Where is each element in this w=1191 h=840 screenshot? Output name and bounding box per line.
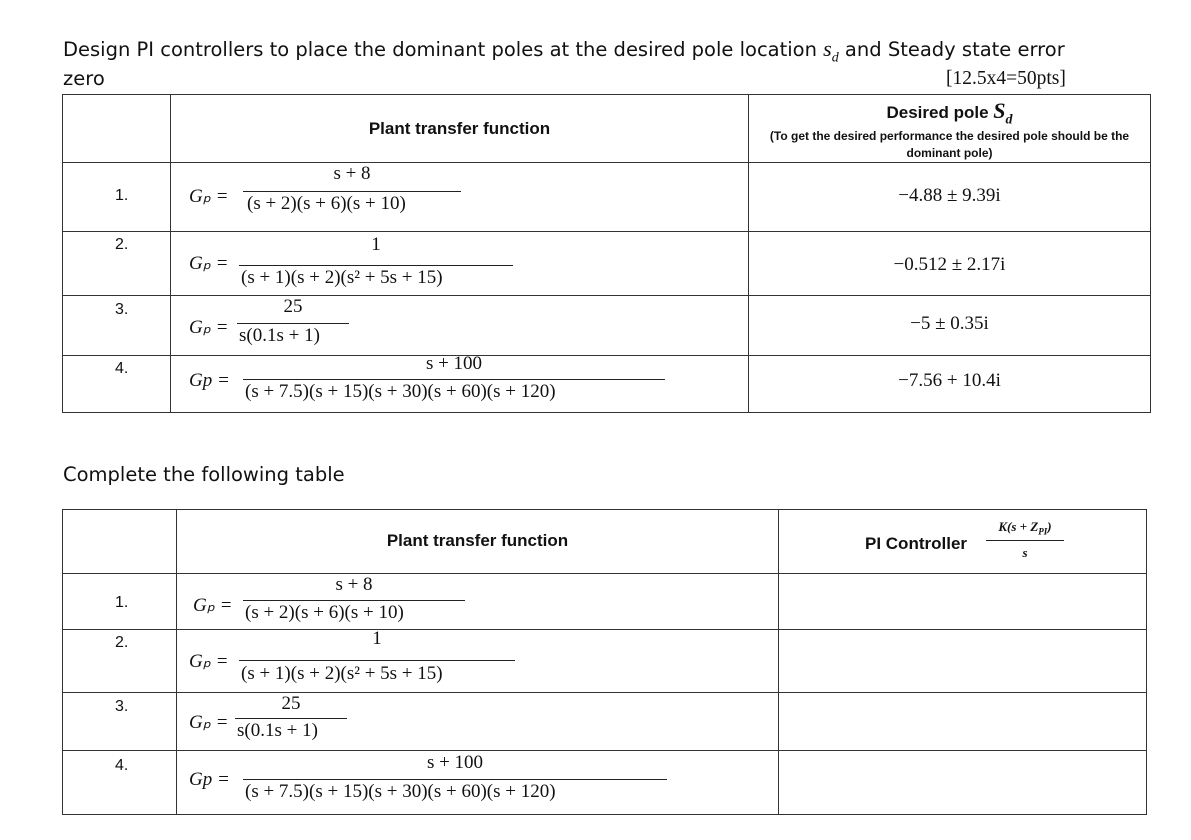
header-number-cell (63, 95, 171, 163)
numerator: 1 (371, 234, 381, 256)
section-heading: Complete the following table (63, 463, 345, 486)
plant-cell (177, 574, 779, 630)
fraction-bar (235, 718, 347, 719)
problem-statement-continuation: zero (63, 67, 105, 90)
desired-pole-value: −7.56 + 10.4i (898, 370, 1001, 392)
table-row (63, 751, 1147, 815)
pole-cell (749, 232, 1151, 296)
table-row (63, 630, 1147, 693)
row-number: 4. (115, 360, 129, 378)
denominator: (s + 7.5)(s + 15)(s + 30)(s + 60)(s + 120) (245, 781, 556, 802)
fraction-bar (237, 323, 349, 324)
row-number: 2. (115, 634, 129, 651)
fraction-bar (243, 191, 461, 192)
gp-label: Gₚ = (189, 712, 229, 733)
controller-answer-cell[interactable] (779, 693, 1147, 751)
desired-poles-table (62, 94, 1151, 413)
plant-cell (171, 296, 749, 356)
table-row (63, 574, 1147, 630)
row-number: 1. (115, 187, 129, 205)
gp-label: Gₚ = (193, 595, 233, 616)
header-plant-cell (177, 510, 779, 574)
numerator: s + 100 (426, 752, 484, 773)
gp-label: Gₚ = (189, 186, 229, 208)
sd-symbol: $s_d$ (823, 36, 839, 66)
plant-cell (171, 163, 749, 232)
plant-cell (177, 693, 779, 751)
plant-cell (177, 751, 779, 815)
table-row (63, 296, 1151, 356)
numerator: s + 8 (333, 163, 371, 185)
fraction-bar (243, 779, 667, 780)
sd-symbol-header: $S_d$ (993, 98, 1013, 128)
fraction-bar (243, 600, 465, 601)
plant-cell (177, 630, 779, 693)
controller-denominator: s (1022, 544, 1028, 560)
gp-label: Gp = (189, 769, 230, 790)
controller-answer-cell[interactable] (779, 574, 1147, 630)
numerator: 25 (281, 693, 301, 714)
pi-controller-table (62, 509, 1147, 815)
numerator: 25 (283, 296, 303, 318)
header-plant-label: Plant transfer function (386, 531, 569, 550)
denominator: (s + 7.5)(s + 15)(s + 30)(s + 60)(s + 120) (245, 381, 556, 403)
header-plant-cell (171, 95, 749, 163)
header-controller-cell (779, 510, 1147, 574)
header-plant-label: Plant transfer function (368, 119, 551, 138)
table-row (63, 163, 1151, 232)
row-number: 4. (115, 757, 129, 774)
header-pole-note: (To get the desired performance the desired pole should be the dominant pole) (769, 129, 1130, 161)
table-row (63, 232, 1151, 296)
denominator: (s + 1)(s + 2)(s² + 5s + 15) (241, 267, 443, 289)
pole-cell (749, 296, 1151, 356)
table-header-row (63, 510, 1147, 574)
header-pole-cell (749, 95, 1151, 163)
problem-statement-tail: and Steady state error (838, 38, 1065, 61)
plant-cell (171, 232, 749, 296)
controller-numerator: $K(s + Z_{PI})$ (998, 519, 1052, 537)
plant-cell (171, 353, 749, 413)
numerator: s + 100 (425, 353, 483, 375)
fraction-bar (239, 265, 513, 266)
denominator: (s + 2)(s + 6)(s + 10) (245, 602, 404, 623)
numerator: 1 (372, 628, 382, 649)
pole-cell (749, 163, 1151, 232)
pole-cell (749, 356, 1151, 413)
fraction-bar (239, 660, 515, 661)
gp-label: Gp = (189, 370, 230, 392)
header-controller-label: PI Controller (865, 534, 968, 553)
desired-pole-value: −5 ± 0.35i (910, 313, 989, 335)
controller-form-fraction (986, 519, 1064, 561)
row-number: 3. (115, 698, 129, 715)
desired-pole-value: −4.88 ± 9.39i (898, 185, 1001, 207)
table-row (63, 356, 1151, 413)
points-label: [12.5x4=50pts] (946, 68, 1066, 89)
table-row (63, 693, 1147, 751)
controller-answer-cell[interactable] (779, 630, 1147, 693)
desired-pole-value: −0.512 ± 2.17i (893, 254, 1006, 276)
problem-statement-text: Design PI controllers to place the dominant poles at the desired pole location (63, 38, 824, 61)
denominator: s(0.1s + 1) (239, 325, 320, 347)
row-number: 2. (115, 236, 129, 254)
table-header-row (63, 95, 1151, 163)
fraction-bar (243, 379, 665, 380)
controller-answer-cell[interactable] (779, 751, 1147, 815)
denominator: (s + 1)(s + 2)(s² + 5s + 15) (241, 663, 443, 684)
gp-label: Gₚ = (189, 317, 229, 339)
problem-statement (63, 36, 1065, 71)
gp-label: Gₚ = (189, 253, 229, 275)
gp-label: Gₚ = (189, 651, 229, 672)
row-number: 1. (115, 594, 129, 611)
fraction-bar (986, 540, 1064, 541)
row-number: 3. (115, 301, 129, 319)
header-pole-title: Desired pole $S_d$ (886, 98, 1013, 128)
numerator: s + 8 (335, 574, 373, 595)
denominator: (s + 2)(s + 6)(s + 10) (247, 193, 406, 215)
header-number-cell (63, 510, 177, 574)
denominator: s(0.1s + 1) (237, 720, 318, 741)
